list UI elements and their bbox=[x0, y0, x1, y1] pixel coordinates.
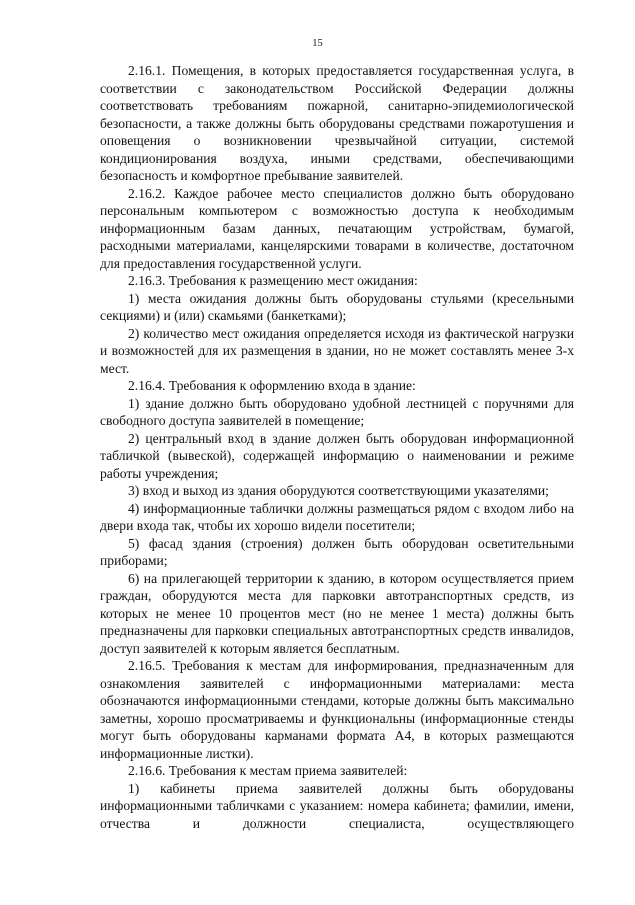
paragraph-2-16-1: 2.16.1. Помещения, в которых предоставляется государственная услуга, в соответствии с законодательством Российской Федерации должны соответствовать требованиям пожарной, санитарно-эпидемиологической безопасности, а также должны быть оборудованы средствами пожаротушения и оповещения о возникновении чрезвычайной ситуации, системой кондиционирования воздуха, иными средствами, обеспечивающими безопасность и комфортное пребывание заявителей. bbox=[100, 63, 574, 183]
list-item-reception-1: 1) кабинеты приема заявителей должны быть оборудованы информационными табличками с указанием: номера кабинета; фамилии, имени, отчества и должности специалиста, осуществляющего bbox=[100, 780, 574, 831]
paragraph-2-16-4: 2.16.4. Требования к оформлению входа в здание: bbox=[128, 378, 416, 393]
paragraph-2-16-2: 2.16.2. Каждое рабочее место специалистов должно быть оборудовано персональным компьютером с возможностью доступа к необходимым информационным базам данных, печатающим устройствам, бумагой, расходными материалами, канцелярскими товарами в количестве, достаточном для предоставления государственной услуги. bbox=[100, 185, 574, 271]
list-item-entrance-5: 5) фасад здания (строения) должен быть оборудован осветительными приборами; bbox=[100, 535, 574, 568]
list-item-entrance-3: 3) вход и выход из здания оборудуются соответствующими указателями; bbox=[128, 483, 549, 498]
paragraph-2-16-6: 2.16.6. Требования к местам приема заявителей: bbox=[128, 763, 408, 778]
list-item-entrance-1: 1) здание должно быть оборудовано удобной лестницей с поручнями для свободного доступа заявителей в помещение; bbox=[100, 395, 574, 428]
paragraph-2-16-3: 2.16.3. Требования к размещению мест ожидания: bbox=[128, 273, 418, 288]
document-body bbox=[100, 62, 574, 832]
list-item-entrance-6: 6) на прилегающей территории к зданию, в котором осуществляется прием граждан, оборудуются места для парковки автотранспортных средств, из которых не менее 10 процентов мест (но не менее 1 места) должны быть предназначены для парковки специальных автотранспортных средств инвалидов, доступ заявителей к которым является бесплатным. bbox=[100, 570, 574, 656]
page-number: 15 bbox=[312, 38, 323, 49]
list-item-entrance-2: 2) центральный вход в здание должен быть оборудован информационной табличкой (вывеской), содержащей информацию о наименовании и режиме работы учреждения; bbox=[100, 430, 574, 481]
list-item-entrance-4: 4) информационные таблички должны размещаться рядом с входом либо на двери входа так, чтобы их хорошо видели посетители; bbox=[100, 500, 574, 533]
list-item-waiting-1: 1) места ожидания должны быть оборудованы стульями (кресельными секциями) и (или) скамьями (банкетками); bbox=[100, 290, 574, 323]
paragraph-2-16-5: 2.16.5. Требования к местам для информирования, предназначенным для ознакомления заявителей с информационными материалами: места обозначаются информационными стендами, которые должны быть максимально заметны, хорошо просматриваемы и функциональны (информационные стенды могут быть оборудованы карманами формата А4, в которых размещаются информационные листки). bbox=[100, 658, 574, 761]
list-item-waiting-2: 2) количество мест ожидания определяется исходя из фактической нагрузки и возможностей для их размещения в здании, но не может составлять менее 3-х мест. bbox=[100, 325, 574, 376]
